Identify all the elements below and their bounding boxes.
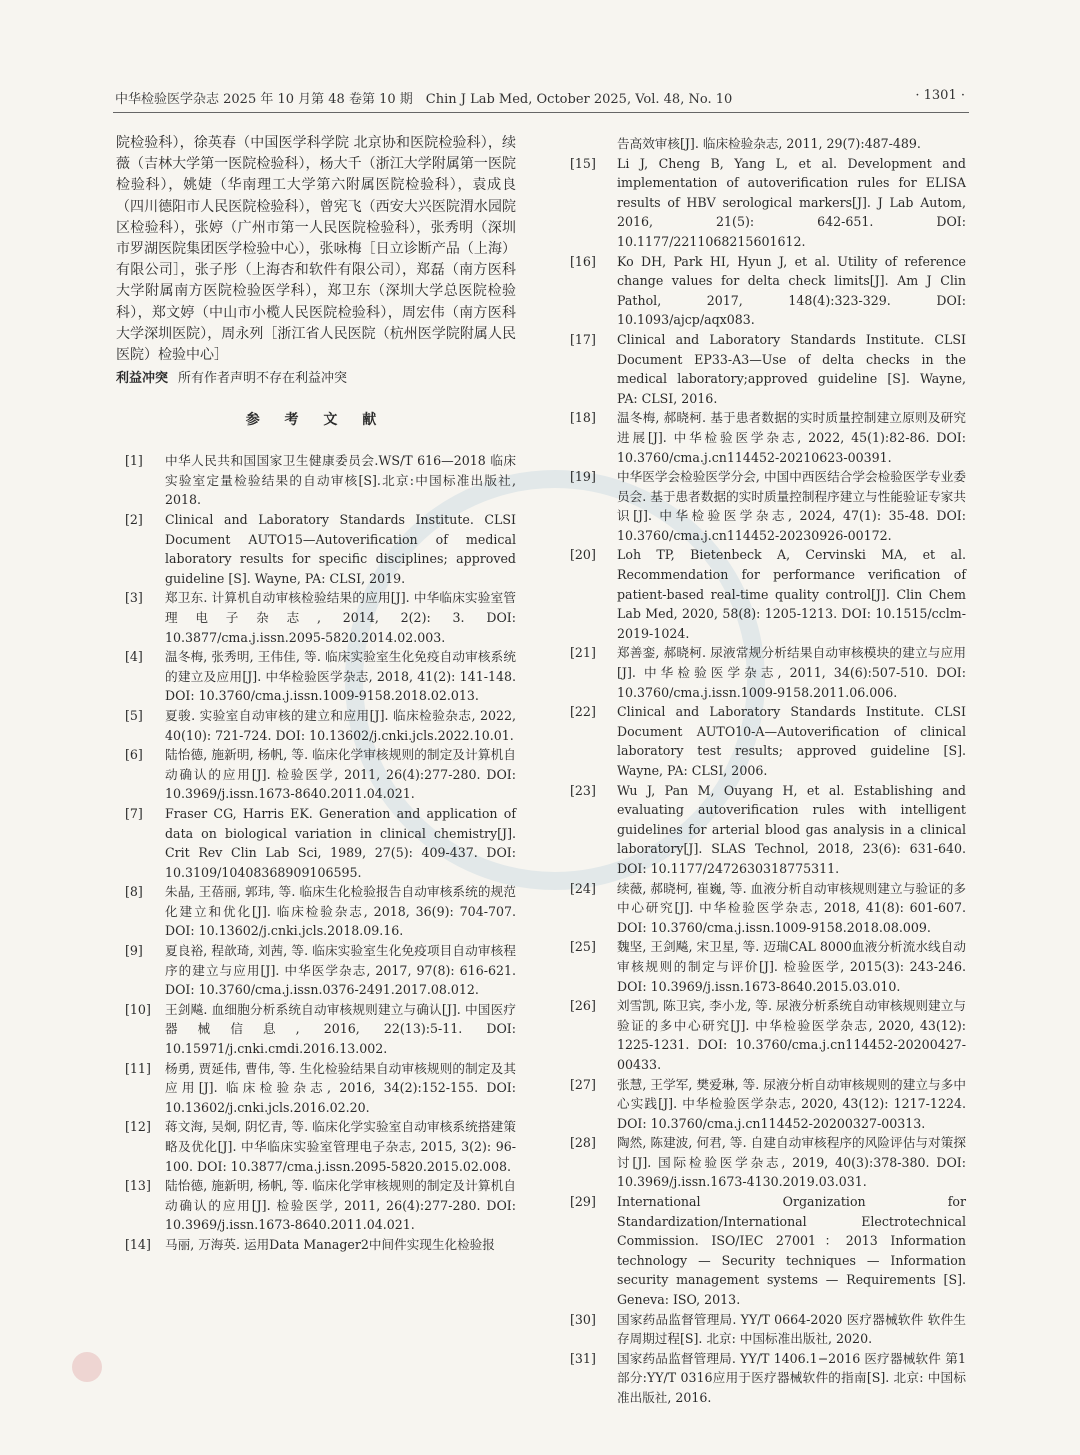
reference-number: [24] [570, 880, 596, 896]
reference-text: Ko DH, Park HI, Hyun J, et al. Utility of reference change values for delta check limits[J]. Am J Clin Pathol, 2017, 148(4):323-329. DOI: 10.1093/ajcp/aqx083. [617, 253, 966, 328]
reference-number: [3] [125, 590, 143, 606]
reference-text: 夏良裕, 程歆琦, 刘茜, 等. 临床实验室生化免疫项目自动审核程序的建立与应用[J]. 中华医学杂志, 2017, 97(8): 616-621. DOI: 10.3760/cma.j.issn.0376-2491.2017.08.012. [165, 943, 516, 998]
reference-14-continuation: 告高效审核[J]. 临床检验杂志, 2011, 29(7):487-489. [617, 136, 921, 151]
reference-text: 国家药品监督管理局. YY/T 0664-2020 医疗器械软件 软件生存周期过程[S]. 北京: 中国标准出版社, 2020. [617, 1311, 966, 1347]
contributors-list: 院检验科），徐英春（中国医学科学院 北京协和医院检验科），续薇（吉林大学第一医院检验科），杨大千（浙江大学附属第一医院检验科），姚婕（华南理工大学第六附属医院检验科），袁成良（四川德阳市人民医院检验科），曾宪飞（西安大兴医院渭水园院区检验科），张婷（广州市第一人民医院检验科），张秀明（深圳市罗湖医院集团医学检验中心），张咏梅［日立诊断产品（上海）有限公司］，张子彤（上海杏和软件有限公司），郑磊（南方医科大学附属南方医院检验医学科），郑卫东（深圳大学总医院检验科），郑文婷（中山市小榄人民医院检验科），周宏伟（南方医科大学深圳医院），周永列［浙江省人民医院（杭州医学院附属人民医院）检验中心］ [116, 135, 516, 364]
reference-text: Li J, Cheng B, Yang L, et al. Development and implementation of autoverification rules for ELISA results of HBV serological markers[J]. J Lab Autom, 2016, 21(5): 642-651. DOI: 10.1177/2211068215601612. [617, 155, 966, 249]
reference-number: [2] [125, 512, 143, 528]
reference-item [116, 804, 516, 882]
reference-number: [4] [125, 649, 143, 665]
reference-text: 刘雪凯, 陈卫宾, 李小龙, 等. 尿液分析系统自动审核规则建立与验证的多中心研究[J]. 中华检验医学杂志, 2020, 43(12): 1225-1231. DOI: 10.3760/cma.j.cn114452-20200427-00433. [617, 998, 966, 1072]
reference-item [568, 408, 966, 467]
reference-item [116, 882, 516, 941]
reference-number: [29] [570, 1194, 596, 1210]
reference-item [568, 781, 966, 879]
references-heading: 参 考 文 献 [245, 412, 387, 429]
reference-text: Clinical and Laboratory Standards Institute. CLSI Document AUTO10-A—Autoverification of clinical laboratory test results; approved guideline [S]. Wayne, PA: CLSI, 2006. [617, 704, 966, 778]
reference-item [116, 1235, 516, 1255]
reference-text: 国家药品监督管理局. YY/T 1406.1−2016 医疗器械软件 第1部分:YY/T 0316应用于医疗器械软件的指南[S]. 北京: 中国标准出版社, 2016. [617, 1350, 966, 1405]
reference-item [116, 941, 516, 1000]
reference-text: Loh TP, Bietenbeck A, Cervinski MA, et al. Recommendation for performance verification of patient-based real-time quality control[J]. Clin Chem Lab Med, 2020, 58(8): 1205-1213. DOI: 10.1515/cclm-2019-1024. [617, 547, 966, 641]
reference-text: 温冬梅, 张秀明, 王伟佳, 等. 临床实验室生化免疫自动审核系统的建立及应用[J]. 中华检验医学杂志, 2018, 41(2): 141-148. DOI: 10.3760/cma.j.issn.1009-9158.2018.02.013. [165, 649, 516, 704]
reference-number: [16] [570, 253, 596, 269]
reference-text: 陆怡德, 施新明, 杨帆, 等. 临床化学审核规则的制定及计算机自动确认的应用[J]. 检验医学, 2011, 26(4):277-280. DOI: 10.3969/j.issn.1673-8640.2011.04.021. [165, 747, 516, 802]
reference-number: [25] [570, 939, 596, 955]
reference-text: 蒋文海, 吴炯, 阴忆青, 等. 临床化学实验室自动审核系统搭建策略及优化[J]. 中华临床实验室管理电子杂志, 2015, 3(2): 96-100. DOI: 10.3877/cma.j.issn.2095-5820.2015.02.008. [165, 1119, 516, 1174]
reference-number: [6] [125, 747, 143, 763]
reference-number: [19] [570, 469, 596, 485]
reference-number: [18] [570, 410, 596, 426]
reference-number: [27] [570, 1076, 596, 1092]
reference-text: 夏骏. 实验室自动审核的建立和应用[J]. 临床检验杂志, 2022, 40(10): 721-724. DOI: 10.13602/j.cnki.jcls.2022.10.01. [165, 707, 516, 743]
left-column [116, 133, 516, 1255]
reference-number: [30] [570, 1311, 596, 1327]
references-list-left [116, 451, 516, 1254]
reference-text: 中华医学会检验医学分会, 中国中西医结合学会检验医学专业委员会. 基于患者数据的实时质量控制程序建立与性能验证专家共识[J]. 中华检验医学杂志, 2024, 47(1): 35-48. DOI: 10.3760/cma.j.cn114452-20230926-00172. [617, 469, 966, 543]
reference-text: Clinical and Laboratory Standards Institute. CLSI Document AUTO15—Autoverification of medical laboratory results for specific disciplines; approved guideline [S]. Wayne, PA: CLSI, 2019. [165, 512, 516, 586]
reference-item [116, 1000, 516, 1059]
reference-number: [9] [125, 943, 143, 959]
reference-item [568, 702, 966, 780]
reference-text: 王剑飚. 血细胞分析系统自动审核规则建立与确认[J]. 中国医疗器械信息, 2016, 22(13):5-11. DOI: 10.15971/j.cnki.cmdi.2016.13.002. [165, 1001, 516, 1057]
reference-number: [11] [125, 1060, 151, 1076]
reference-text: 张慧, 王学军, 樊爱琳, 等. 尿液分析自动审核规则的建立与多中心实践[J]. 中华检验医学杂志, 2020, 43(12): 1217-1224. DOI: 10.3760/cma.j.cn114452-20200327-00313. [617, 1076, 966, 1131]
reference-item [568, 1310, 966, 1349]
reference-text: 魏坚, 王剑飚, 宋卫星, 等. 迈瑞CAL 8000血液分析流水线自动审核规则的制定与评价[J]. 检验医学, 2015(3): 243-246. DOI: 10.3969/j.issn.1673-8640.2015.03.010. [617, 939, 966, 994]
reference-number: [12] [125, 1119, 151, 1135]
reference-number: [17] [570, 331, 596, 347]
reference-item [568, 1192, 966, 1310]
reference-text: 马丽, 万海英. 运用Data Manager2中间件实现生化检验报 [165, 1236, 495, 1252]
publisher-logo-icon [72, 1352, 102, 1382]
reference-item [568, 330, 966, 408]
reference-number: [21] [570, 645, 596, 661]
conflict-of-interest [116, 368, 516, 389]
reference-item [568, 1349, 966, 1408]
reference-text: 温冬梅, 郝晓柯. 基于患者数据的实时质量控制建立原则及研究进展[J]. 中华检验医学杂志, 2022, 45(1):82-86. DOI: 10.3760/cma.j.cn114452-20210623-00391. [617, 410, 966, 465]
reference-number: [28] [570, 1135, 596, 1151]
reference-text: 陆怡德, 施新明, 杨帆, 等. 临床化学审核规则的制定及计算机自动确认的应用[J]. 检验医学, 2011, 26(4):277-280. DOI: 10.3969/j.issn.1673-8640.2011.04.021. [165, 1178, 516, 1233]
reference-number: [7] [125, 805, 143, 821]
reference-number: [8] [125, 884, 143, 900]
reference-item [116, 706, 516, 745]
reference-text: 郑卫东. 计算机自动审核检验结果的应用[J]. 中华临床实验室管理电子杂志, 2014, 2(2): 3. DOI: 10.3877/cma.j.issn.2095-5820.2014.02.003. [165, 590, 516, 645]
reference-number: [22] [570, 704, 596, 720]
reference-number: [10] [125, 1001, 151, 1017]
reference-item [568, 1133, 966, 1192]
reference-number: [1] [125, 453, 143, 469]
page-number: · 1301 · [915, 88, 965, 103]
reference-number: [31] [570, 1350, 596, 1366]
reference-item [116, 647, 516, 706]
reference-item [568, 996, 966, 1074]
reference-item [116, 1117, 516, 1176]
reference-item [116, 510, 516, 588]
reference-number: [14] [125, 1236, 151, 1252]
reference-item [116, 1176, 516, 1235]
reference-item [568, 643, 966, 702]
right-column [568, 134, 966, 1408]
reference-text: Wu J, Pan M, Ouyang H, et al. Establishing and evaluating autoverification rules with intelligent guidelines for arterial blood gas analysis in a clinical laboratory[J]. SLAS Technol, 2018, 23(6): 631-640. DOI: 10.1177/2472630318775311. [617, 782, 966, 876]
reference-item [116, 1059, 516, 1118]
reference-item [116, 451, 516, 510]
reference-item [568, 1075, 966, 1134]
reference-text: 中华人民共和国国家卫生健康委员会.WS/T 616—2018 临床实验室定量检验结果的自动审核[S].北京:中国标准出版社, 2018. [165, 453, 516, 508]
reference-text: 杨勇, 贾延伟, 曹伟, 等. 生化检验结果自动审核规则的制定及其应用[J]. 临床检验杂志, 2016, 34(2):152-155. DOI: 10.13602/j.cnki.jcls.2016.02.20. [165, 1060, 516, 1115]
reference-text: 朱晶, 王蓓丽, 郭玮, 等. 临床生化检验报告自动审核系统的规范化建立和优化[J]. 临床检验杂志, 2018, 36(9): 704-707. DOI: 10.13602/j.cnki.jcls.2018.09.16. [165, 884, 516, 939]
reference-item [116, 745, 516, 804]
reference-number: [26] [570, 998, 596, 1014]
coi-label: 利益冲突 [116, 371, 169, 387]
reference-text: 陶然, 陈建波, 何君, 等. 自建自动审核程序的风险评估与对策探讨[J]. 国际检验医学杂志, 2019, 40(3):378-380. DOI: 10.3969/j.issn.1673-4130.2019.03.031. [617, 1135, 966, 1190]
reference-item [568, 252, 966, 330]
reference-item [568, 467, 966, 545]
journal-citation: 中华检验医学杂志 2025 年 10 月第 48 卷第 10 期 Chin J Lab Med, October 2025, Vol. 48, No. 10 [115, 92, 733, 107]
reference-number: [5] [125, 707, 143, 723]
reference-number: [23] [570, 782, 596, 798]
reference-number: [20] [570, 547, 596, 563]
reference-number: [13] [125, 1178, 151, 1194]
running-header [115, 88, 965, 110]
reference-text: International Organization for Standardization/International Electrotechnical Commission. ISO/IEC 27001：2013 Information technology — Security techniques — Information security management systems — Requirements [S]. Geneva: ISO, 2013. [617, 1194, 966, 1308]
reference-item [568, 937, 966, 996]
reference-text: 续薇, 郝晓柯, 崔巍, 等. 血液分析自动审核规则建立与验证的多中心研究[J]. 中华检验医学杂志, 2018, 41(8): 601-607. DOI: 10.3760/cma.j.issn.1009-9158.2018.08.009. [617, 880, 966, 935]
references-list-right [568, 154, 966, 1408]
reference-item [568, 879, 966, 938]
reference-number: [15] [570, 155, 596, 171]
reference-text: 郑善銮, 郝晓柯. 尿液常规分析结果自动审核模块的建立与应用[J]. 中华检验医学杂志, 2011, 34(6):507-510. DOI: 10.3760/cma.j.issn.1009-9158.2011.06.006. [617, 645, 966, 700]
reference-text: Clinical and Laboratory Standards Institute. CLSI Document EP33-A3—Use of delta checks in the medical laboratory;approved guideline [S]. Wayne, PA: CLSI, 2016. [617, 331, 966, 406]
reference-item [116, 588, 516, 647]
reference-item [568, 545, 966, 643]
coi-text: 所有作者声明不存在利益冲突 [178, 371, 348, 387]
reference-item [568, 154, 966, 252]
header-rule [113, 112, 969, 113]
reference-text: Fraser CG, Harris EK. Generation and application of data on biological variation in clinical chemistry[J]. Crit Rev Clin Lab Sci, 1989, 27(5): 409-437. DOI: 10.3109/10408368909106595. [165, 805, 516, 880]
